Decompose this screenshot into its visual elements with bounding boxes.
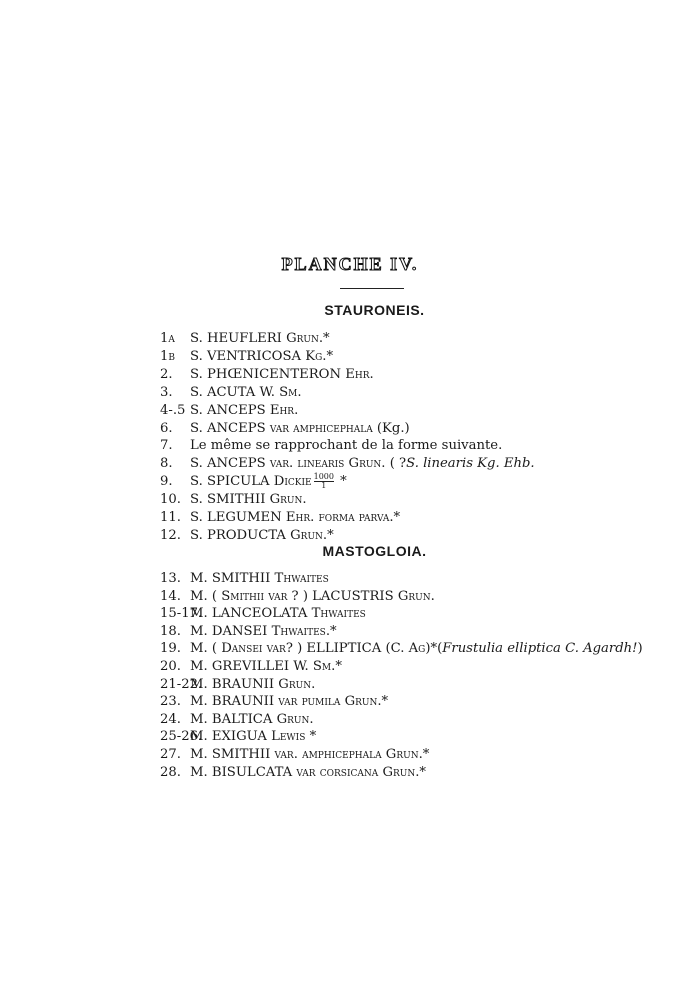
entry-number: 28. <box>160 764 181 780</box>
species-authority: Thwaites <box>311 606 366 622</box>
species-authority: var. linearis Grun. <box>269 456 386 472</box>
species-authority: Lewis <box>271 729 306 745</box>
species-name: S. LEGUMEN <box>190 510 286 525</box>
entry-note: )*( <box>425 641 443 657</box>
list-item <box>160 676 315 693</box>
species-authority: Sm. <box>279 384 302 400</box>
entry-number: 3. <box>160 384 173 400</box>
species-name: S. SMITHII <box>190 492 270 508</box>
species-name: S. PHŒNICENTERON <box>190 366 346 382</box>
entry-number: 24. <box>160 711 181 727</box>
entry-number: 10. <box>160 492 181 508</box>
species-authority: Grun.* <box>286 331 330 346</box>
entry-number: 4-.5 <box>160 402 186 418</box>
title-rule <box>340 288 404 289</box>
species-authority: Ehr. <box>345 366 374 382</box>
species-authority: Sm.* <box>312 659 342 674</box>
list-item <box>160 588 435 605</box>
synonym-name: S. linearis Kg. Ehb. <box>406 456 535 472</box>
species-name: M. GREVILLEI W. <box>190 659 313 674</box>
entry-note: ? <box>394 456 407 472</box>
entry-note: ( <box>385 456 395 472</box>
list-item <box>160 527 334 544</box>
list-item <box>160 693 388 710</box>
species-name: M. LANCEOLATA <box>190 606 312 622</box>
species-name: S. VENTRICOSA <box>190 348 306 364</box>
section-heading-stauroneis: STAURONEIS. <box>324 302 425 318</box>
entry-number: 14. <box>160 588 181 604</box>
entry-note: (Kg.) <box>372 420 410 436</box>
list-item <box>160 509 400 526</box>
list-item <box>160 473 347 490</box>
species-name: M. ( <box>190 588 222 604</box>
entry-number <box>160 330 190 347</box>
entry-number: 20. <box>160 659 181 674</box>
species-name: M. SMITHII <box>190 571 275 586</box>
species-authority: var corsicana Grun.* <box>296 764 427 780</box>
entry-number: 21-22. <box>160 676 203 692</box>
species-authority: Ehr. forma parva.* <box>285 510 401 525</box>
species-name: S. ACUTA W. <box>190 384 280 400</box>
entry-number-digit: 1 <box>160 348 169 364</box>
entry-note: ) LACUSTRIS <box>298 588 394 604</box>
species-authority: Grun.* <box>290 527 334 543</box>
species-name: M. BRAUNII <box>190 676 279 692</box>
entry-number-suffix: b <box>168 348 176 364</box>
list-item <box>160 348 333 365</box>
species-authority: Grun. <box>269 492 307 508</box>
list-item <box>160 605 366 622</box>
fraction-denominator: 1 <box>314 481 334 490</box>
list-item <box>160 570 329 587</box>
species-name: Le même se rapprochant de la forme suivante. <box>190 438 503 454</box>
list-item <box>160 764 426 781</box>
plate-title: PLANCHE IV. <box>281 254 419 274</box>
species-authority: Smithii var ? <box>221 588 299 604</box>
species-name: M. BISULCATA <box>190 764 297 780</box>
species-name: S. ANCEPS <box>190 456 270 472</box>
entry-note: ) <box>637 641 643 657</box>
entry-number: 11. <box>160 510 181 525</box>
entry-number: 18. <box>160 623 181 639</box>
list-item <box>160 491 307 508</box>
entry-number: 2. <box>160 366 173 382</box>
list-item <box>160 640 643 657</box>
list-item <box>160 728 316 745</box>
species-authority: Grun. <box>276 711 314 727</box>
species-authority: Dansei var? <box>221 641 293 657</box>
species-authority: var amphicephala <box>269 420 373 436</box>
list-item <box>160 658 342 675</box>
species-authority: Grun. <box>278 676 316 692</box>
list-item <box>160 455 535 472</box>
entry-number: 8. <box>160 456 173 472</box>
list-item <box>160 330 330 347</box>
fraction-numerator: 1000 <box>313 472 334 482</box>
species-authority: Dickie <box>273 474 312 490</box>
species-authority: Grun. <box>393 588 435 604</box>
species-name: M. EXIGUA <box>190 729 272 745</box>
list-item <box>160 420 410 437</box>
species-authority: Ag <box>404 641 426 657</box>
entry-number: 6. <box>160 420 173 436</box>
species-authority: var pumila Grun.* <box>278 694 389 710</box>
entry-number: 9. <box>160 474 173 490</box>
list-item <box>160 746 429 763</box>
entry-note: * <box>305 729 317 745</box>
entry-number: 27. <box>160 747 181 762</box>
entry-number: 12. <box>160 527 181 543</box>
list-item <box>160 402 298 419</box>
entry-number: 19. <box>160 641 181 657</box>
list-item <box>160 366 374 383</box>
species-name: M. BRAUNII <box>190 694 279 710</box>
list-item <box>160 711 314 728</box>
species-name: S. ANCEPS <box>190 402 270 418</box>
entry-number: 25-26. <box>160 729 203 745</box>
list-item <box>160 437 502 454</box>
species-authority: Ehr. <box>269 402 299 418</box>
species-name: M. ( <box>190 641 222 657</box>
species-name: S. ANCEPS <box>190 420 270 436</box>
species-authority: Thwaites.* <box>271 623 337 639</box>
species-name: S. SPICULA <box>190 474 274 490</box>
entry-note: * <box>335 474 347 490</box>
list-item <box>160 623 337 640</box>
section-heading-mastogloia: MASTOGLOIA. <box>322 543 427 559</box>
species-name: M. DANSEI <box>190 623 272 639</box>
entry-number-digit: 1 <box>160 331 169 346</box>
species-name: M. SMITHII <box>190 747 275 762</box>
species-authority: Thwaites <box>274 571 329 586</box>
list-item <box>160 384 302 401</box>
entry-number: 15-17. <box>160 606 203 622</box>
entry-number: 7. <box>160 438 173 454</box>
entry-number-suffix: a <box>168 331 175 346</box>
species-authority: Kg.* <box>305 348 334 364</box>
entry-number: 23. <box>160 694 181 710</box>
entry-note: ) ELLIPTICA (C. <box>292 641 405 657</box>
magnification-fraction <box>314 473 334 490</box>
species-name: M. BALTICA <box>190 711 277 727</box>
entry-number: 13. <box>160 571 181 586</box>
entry-number <box>160 348 190 365</box>
species-name: S. HEUFLERI <box>190 331 287 346</box>
species-name: S. PRODUCTA <box>190 527 291 543</box>
species-authority: var. amphicephala Grun.* <box>274 747 430 762</box>
synonym-name: Frustulia elliptica C. Agardh! <box>442 641 638 657</box>
